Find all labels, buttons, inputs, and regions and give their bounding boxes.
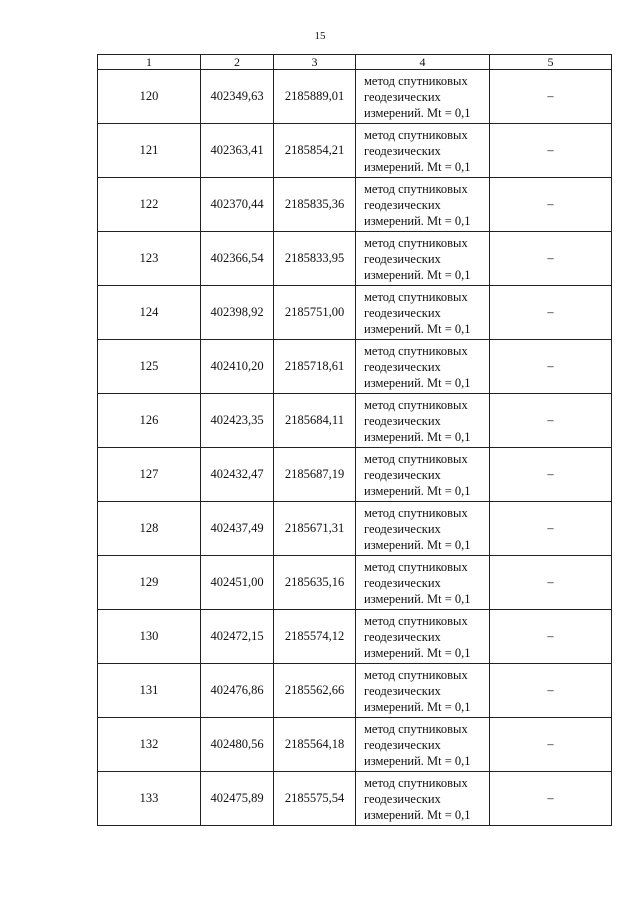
x-coordinate-cell: 402451,00	[201, 556, 274, 610]
method-cell	[356, 340, 490, 394]
method-cell	[356, 178, 490, 232]
method-text-line: геодезических	[364, 737, 441, 752]
point-number-cell: 132	[98, 718, 201, 772]
point-number-cell: 128	[98, 502, 201, 556]
point-number-cell: 125	[98, 340, 201, 394]
y-coordinate-cell: 2185564,18	[274, 718, 356, 772]
x-coordinate-cell: 402472,15	[201, 610, 274, 664]
table-row	[98, 70, 612, 124]
method-text-line: измерений. Mt = 0,1	[364, 753, 471, 768]
method-text-line: геодезических	[364, 143, 441, 158]
method-text-line: измерений. Mt = 0,1	[364, 213, 471, 228]
table-row	[98, 556, 612, 610]
column-5-cell: –	[490, 502, 612, 556]
x-coordinate-cell: 402437,49	[201, 502, 274, 556]
y-coordinate-cell: 2185751,00	[274, 286, 356, 340]
column-5-cell: –	[490, 556, 612, 610]
column-5-cell: –	[490, 448, 612, 502]
point-number-cell: 123	[98, 232, 201, 286]
method-cell	[356, 664, 490, 718]
table-row	[98, 664, 612, 718]
method-text-line: геодезических	[364, 683, 441, 698]
point-number-cell: 130	[98, 610, 201, 664]
method-text-line: метод спутниковых	[364, 451, 468, 466]
point-number-cell: 133	[98, 772, 201, 826]
method-cell	[356, 556, 490, 610]
table-row	[98, 610, 612, 664]
x-coordinate-cell: 402432,47	[201, 448, 274, 502]
x-coordinate-cell: 402349,63	[201, 70, 274, 124]
header-cell-3: 3	[274, 55, 356, 70]
method-text-line: геодезических	[364, 413, 441, 428]
method-text-line: метод спутниковых	[364, 667, 468, 682]
y-coordinate-cell: 2185671,31	[274, 502, 356, 556]
point-number-cell: 131	[98, 664, 201, 718]
method-text-line: геодезических	[364, 359, 441, 374]
method-text-line: измерений. Mt = 0,1	[364, 105, 471, 120]
column-5-cell: –	[490, 664, 612, 718]
y-coordinate-cell: 2185889,01	[274, 70, 356, 124]
header-cell-4: 4	[356, 55, 490, 70]
method-text-line: геодезических	[364, 575, 441, 590]
table-header	[98, 55, 612, 70]
point-number-cell: 121	[98, 124, 201, 178]
method-text-line: геодезических	[364, 197, 441, 212]
method-text-line: измерений. Mt = 0,1	[364, 159, 471, 174]
method-cell	[356, 502, 490, 556]
table-row	[98, 502, 612, 556]
header-row	[98, 55, 612, 70]
column-5-cell: –	[490, 718, 612, 772]
point-number-cell: 124	[98, 286, 201, 340]
method-text-line: измерений. Mt = 0,1	[364, 645, 471, 660]
method-text-line: измерений. Mt = 0,1	[364, 699, 471, 714]
method-cell	[356, 448, 490, 502]
x-coordinate-cell: 402475,89	[201, 772, 274, 826]
method-text-line: метод спутниковых	[364, 775, 468, 790]
x-coordinate-cell: 402363,41	[201, 124, 274, 178]
method-cell	[356, 70, 490, 124]
method-text-line: измерений. Mt = 0,1	[364, 807, 471, 822]
method-cell	[356, 232, 490, 286]
column-5-cell: –	[490, 772, 612, 826]
method-text-line: измерений. Mt = 0,1	[364, 483, 471, 498]
column-5-cell: –	[490, 394, 612, 448]
method-text-line: измерений. Mt = 0,1	[364, 591, 471, 606]
method-text-line: метод спутниковых	[364, 721, 468, 736]
column-5-cell: –	[490, 610, 612, 664]
table-row	[98, 178, 612, 232]
method-text-line: метод спутниковых	[364, 289, 468, 304]
column-5-cell: –	[490, 124, 612, 178]
method-text-line: метод спутниковых	[364, 181, 468, 196]
point-number-cell: 129	[98, 556, 201, 610]
y-coordinate-cell: 2185635,16	[274, 556, 356, 610]
method-text-line: метод спутниковых	[364, 235, 468, 250]
point-number-cell: 127	[98, 448, 201, 502]
table-row	[98, 340, 612, 394]
method-text-line: измерений. Mt = 0,1	[364, 267, 471, 282]
table-row	[98, 124, 612, 178]
method-text-line: метод спутниковых	[364, 397, 468, 412]
x-coordinate-cell: 402410,20	[201, 340, 274, 394]
method-text-line: геодезических	[364, 629, 441, 644]
method-text-line: метод спутниковых	[364, 613, 468, 628]
method-text-line: метод спутниковых	[364, 73, 468, 88]
y-coordinate-cell: 2185718,61	[274, 340, 356, 394]
table-row	[98, 718, 612, 772]
table-row	[98, 772, 612, 826]
method-text-line: геодезических	[364, 89, 441, 104]
table-row	[98, 448, 612, 502]
x-coordinate-cell: 402398,92	[201, 286, 274, 340]
y-coordinate-cell: 2185687,19	[274, 448, 356, 502]
column-5-cell: –	[490, 286, 612, 340]
method-cell	[356, 610, 490, 664]
header-cell-2: 2	[201, 55, 274, 70]
method-cell	[356, 286, 490, 340]
column-5-cell: –	[490, 340, 612, 394]
table-row	[98, 232, 612, 286]
method-text-line: геодезических	[364, 467, 441, 482]
y-coordinate-cell: 2185833,95	[274, 232, 356, 286]
method-cell	[356, 718, 490, 772]
method-text-line: измерений. Mt = 0,1	[364, 321, 471, 336]
page-number: 15	[314, 30, 326, 42]
method-text-line: измерений. Mt = 0,1	[364, 375, 471, 390]
point-number-cell: 122	[98, 178, 201, 232]
table-body	[98, 70, 612, 826]
coordinates-table	[97, 54, 612, 826]
x-coordinate-cell: 402476,86	[201, 664, 274, 718]
method-cell	[356, 394, 490, 448]
method-cell	[356, 124, 490, 178]
header-cell-5: 5	[490, 55, 612, 70]
x-coordinate-cell: 402480,56	[201, 718, 274, 772]
method-text-line: метод спутниковых	[364, 505, 468, 520]
method-text-line: геодезических	[364, 251, 441, 266]
method-text-line: геодезических	[364, 521, 441, 536]
x-coordinate-cell: 402423,35	[201, 394, 274, 448]
y-coordinate-cell: 2185562,66	[274, 664, 356, 718]
column-5-cell: –	[490, 232, 612, 286]
table-row	[98, 394, 612, 448]
y-coordinate-cell: 2185854,21	[274, 124, 356, 178]
y-coordinate-cell: 2185684,11	[274, 394, 356, 448]
method-text-line: измерений. Mt = 0,1	[364, 537, 471, 552]
method-text-line: измерений. Mt = 0,1	[364, 429, 471, 444]
x-coordinate-cell: 402370,44	[201, 178, 274, 232]
method-text-line: метод спутниковых	[364, 343, 468, 358]
y-coordinate-cell: 2185575,54	[274, 772, 356, 826]
column-5-cell: –	[490, 178, 612, 232]
method-text-line: метод спутниковых	[364, 127, 468, 142]
header-cell-1: 1	[98, 55, 201, 70]
method-text-line: геодезических	[364, 305, 441, 320]
method-text-line: метод спутниковых	[364, 559, 468, 574]
column-5-cell: –	[490, 70, 612, 124]
method-text-line: геодезических	[364, 791, 441, 806]
point-number-cell: 120	[98, 70, 201, 124]
point-number-cell: 126	[98, 394, 201, 448]
method-cell	[356, 772, 490, 826]
y-coordinate-cell: 2185835,36	[274, 178, 356, 232]
x-coordinate-cell: 402366,54	[201, 232, 274, 286]
y-coordinate-cell: 2185574,12	[274, 610, 356, 664]
table-row	[98, 286, 612, 340]
